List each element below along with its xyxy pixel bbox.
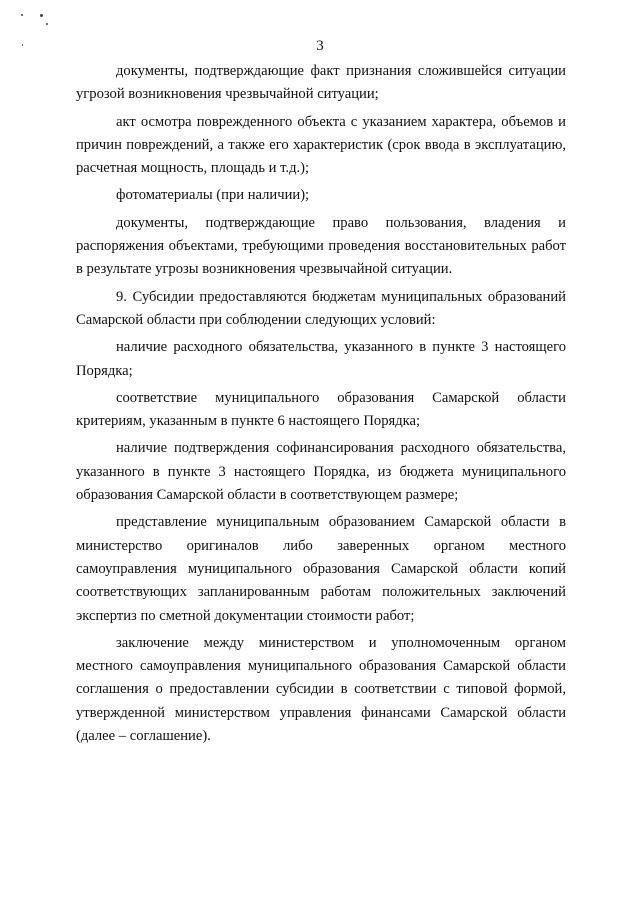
- paragraph-condition-agreement: заключение между министерством и уполномоченным органом местного самоуправления муниципального образования Самарской области соглашения о предоставлении субсидии в соответствии с типовой формой, утвержденной министерством управления финансами Самарской области (далее – соглашение).: [76, 634, 566, 745]
- paragraph-photo-materials: фотоматериалы (при наличии);: [116, 187, 310, 204]
- paragraph-recognition-documents: документы, подтверждающие факт признания сложившейся ситуации угрозой возникновения чрезвычайной ситуации;: [76, 63, 566, 103]
- scan-artifact: [46, 23, 48, 25]
- paragraph-condition-expertise: представление муниципальным образованием Самарской области в министерство оригиналов либо заверенных органом местного самоуправления муниципального образования Самарской области копий соответствующих запланированным работам положительных заключений экспертиз по сметной документации стоимости работ;: [76, 514, 566, 624]
- paragraph-clause-9: 9. Субсидии предоставляются бюджетам муниципальных образований Самарской области при соблюдении следующих условий:: [76, 288, 566, 328]
- paragraph-condition-criteria: соответствие муниципального образования Самарской области критериям, указанным в пункте 6 настоящего Порядка;: [76, 389, 566, 430]
- paragraph-condition-obligation: наличие расходного обязательства, указанного в пункте 3 настоящего Порядка;: [76, 339, 566, 379]
- page-number: 3: [316, 38, 324, 54]
- document-body: [76, 60, 566, 748]
- paragraph-condition-cofinancing: наличие подтверждения софинансирования расходного обязательства, указанного в пункте 3 настоящего Порядка, из бюджета муниципального образования Самарской области в соответствующем размере;: [76, 440, 566, 504]
- scan-artifact: [40, 14, 43, 17]
- paragraph-ownership-documents: документы, подтверждающие право пользования, владения и распоряжения объектами, требующими проведения восстановительных работ в результате угрозы возникновения чрезвычайной ситуации.: [76, 214, 566, 278]
- scan-artifact: [21, 14, 23, 16]
- paragraph-inspection-act: акт осмотра поврежденного объекта с указанием характера, объемов и причин повреждений, а также его характеристик (срок ввода в эксплуатацию, расчетная мощность, площадь и т.д.);: [76, 113, 566, 177]
